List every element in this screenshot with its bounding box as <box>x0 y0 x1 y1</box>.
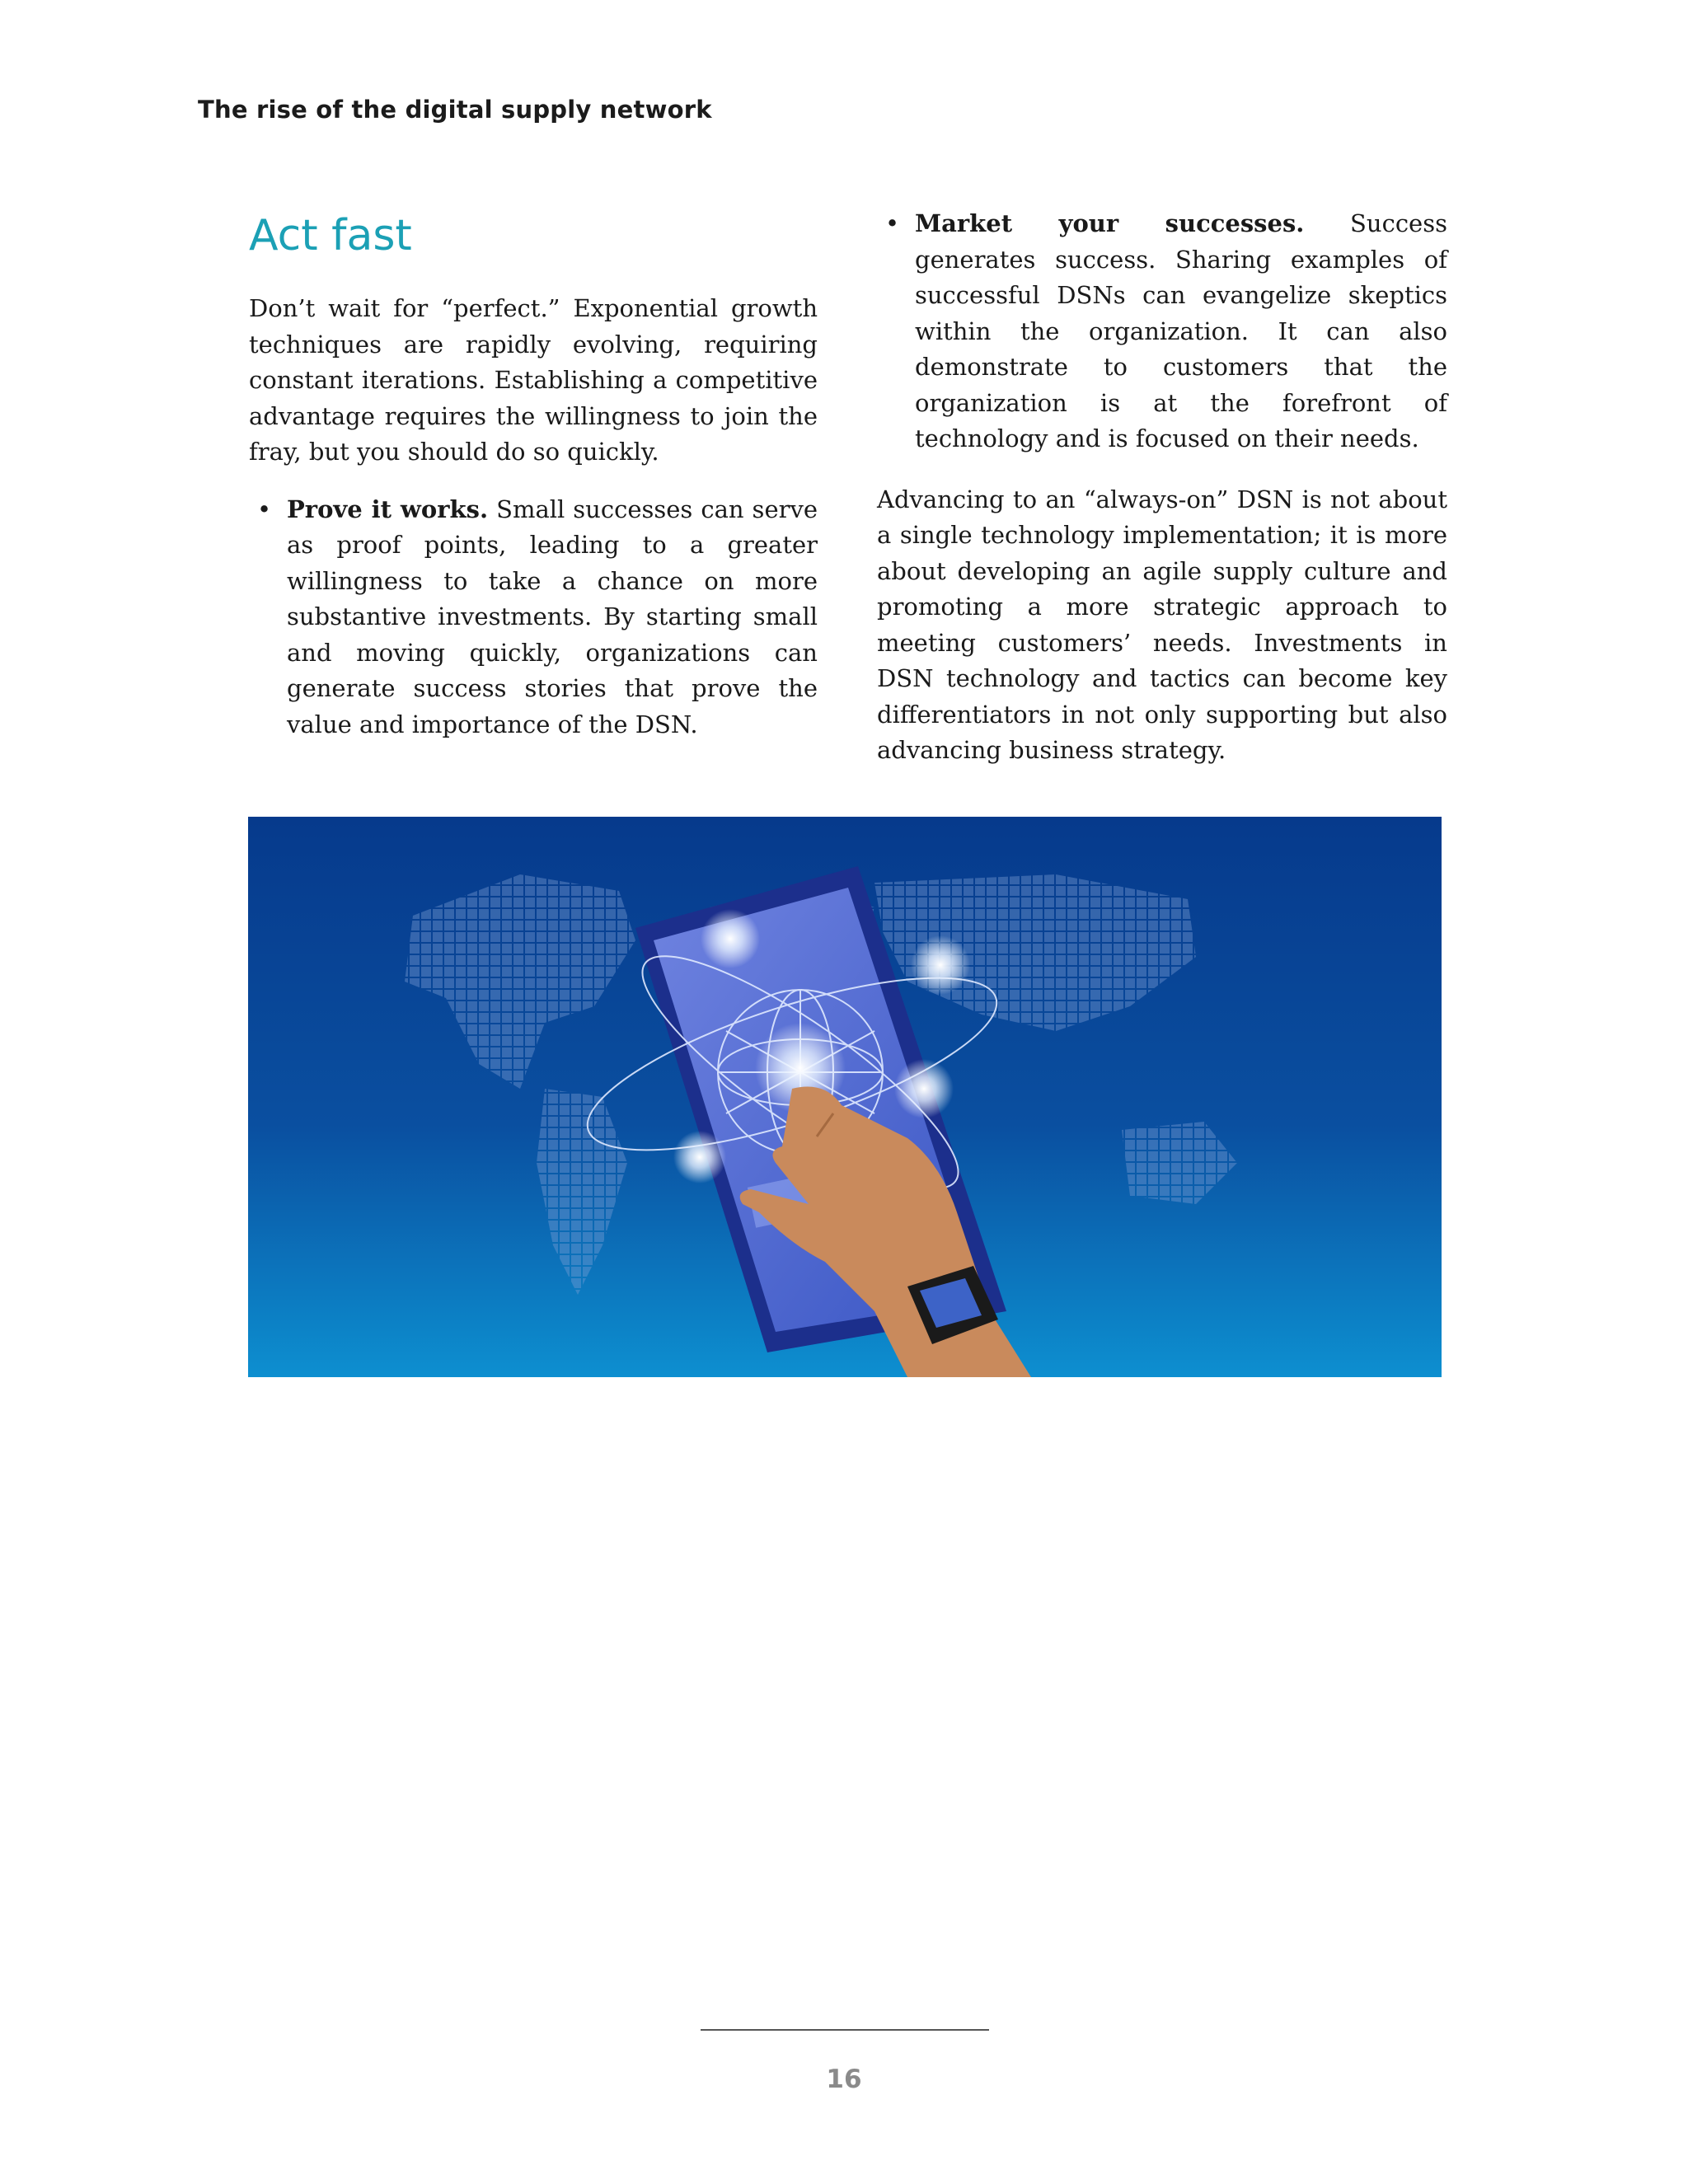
left-column <box>249 206 818 767</box>
section-title: Act fast <box>249 211 412 260</box>
tablet-network-illustration <box>248 817 1442 1377</box>
running-header: The rise of the digital supply network <box>198 96 712 124</box>
closing-paragraph: Advancing to an “always-on” DSN is not about a single technology implementation; it is more about developing an agile supply culture and promoting a more strategic approach to meeting customers’ needs. Investments in DSN technology and tactics can become key differentiators in not only supporting but also advancing business strategy. <box>877 485 1447 764</box>
bullet-lead: Prove it works. <box>287 494 489 523</box>
list-item <box>249 492 818 743</box>
footer-divider <box>701 2029 989 2031</box>
bullet-list <box>249 492 818 743</box>
bullet-lead: Market your successes. <box>915 209 1305 237</box>
illustration-svg <box>248 817 1442 1377</box>
bullet-list <box>877 206 1447 457</box>
right-column <box>877 206 1447 790</box>
list-item <box>877 206 1447 457</box>
bullet-icon: • <box>885 209 900 237</box>
bullet-text: Success generates success. Sharing examples of successful DSNs can evangelize skeptics within the organization. It can also demonstrate to customers that the organization is at the forefront of technology and is focused on their needs. <box>915 209 1447 452</box>
intro-paragraph: Don’t wait for “perfect.” Exponential growth techniques are rapidly evolving, requiring constant iterations. Establishing a competitive advantage requires the willingness to join the fray, but you should do so quickly. <box>249 294 818 466</box>
page-number: 16 <box>826 2064 862 2094</box>
bullet-icon: • <box>257 494 272 523</box>
bullet-text: Small successes can serve as proof points, leading to a greater willingness to take a chance on more substantive investments. By starting small and moving quickly, organizations can generate success stories that prove the value and importance of the DSN. <box>287 494 818 738</box>
